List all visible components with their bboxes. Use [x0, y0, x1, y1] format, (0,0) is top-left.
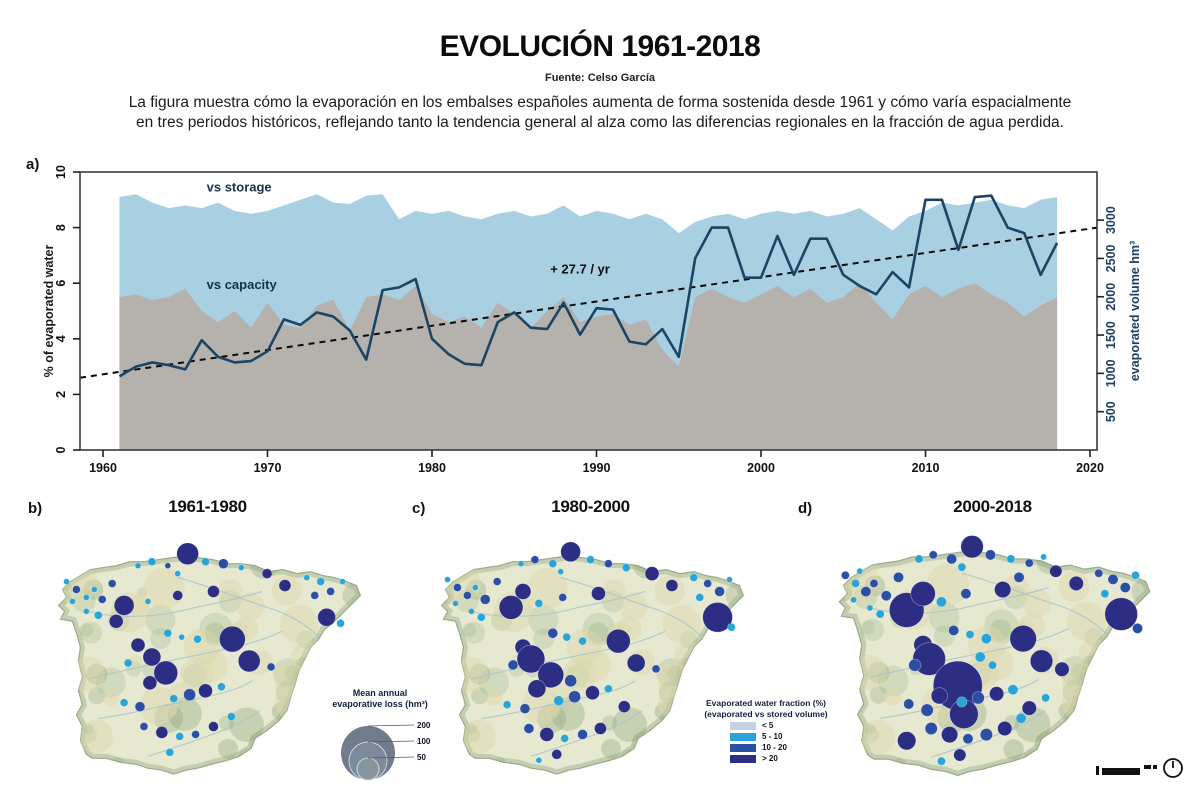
reservoir-bubble — [1108, 574, 1118, 584]
figure-description — [55, 93, 1145, 133]
reservoir-bubble — [857, 568, 863, 574]
reservoir-bubble — [704, 580, 712, 588]
y-right-axis-title: evaporated volume hm³ — [1128, 240, 1142, 382]
reservoir-bubble — [1069, 576, 1083, 590]
color-legend-row — [730, 743, 846, 752]
reservoir-bubble — [192, 730, 200, 738]
reservoir-bubble — [578, 729, 588, 739]
reservoir-bubble — [202, 558, 210, 566]
y-left-tick-label: 4 — [54, 335, 68, 343]
map-scale-and-compass — [1090, 748, 1190, 793]
reservoir-bubble — [728, 623, 736, 631]
reservoir-bubble — [135, 702, 145, 712]
y-left-tick-label: 6 — [54, 279, 68, 287]
reservoir-bubble — [1132, 623, 1142, 633]
reservoir-bubble — [472, 585, 478, 591]
reservoir-bubble — [72, 586, 80, 594]
reservoir-bubble — [594, 723, 606, 735]
reservoir-bubble — [279, 580, 291, 592]
x-tick-label: 2000 — [747, 461, 775, 475]
reservoir-bubble — [715, 587, 725, 597]
reservoir-bubble — [520, 704, 530, 714]
reservoir-bubble — [586, 686, 600, 700]
reservoir-bubble — [140, 723, 148, 731]
size-legend-value: 50 — [417, 753, 426, 762]
color-legend-title-1: Evaporated water fraction (%) — [706, 698, 826, 708]
y-left-tick-label: 2 — [54, 390, 68, 398]
reservoir-bubble — [645, 567, 659, 581]
reservoir-bubble — [563, 633, 571, 641]
y-right-tick-label: 1000 — [1104, 359, 1118, 388]
reservoir-bubble — [988, 661, 996, 669]
reservoir-bubble — [208, 722, 218, 732]
reservoir-bubble — [148, 558, 156, 566]
reservoir-bubble — [154, 661, 178, 685]
reservoir-bubble — [1105, 598, 1138, 631]
reservoir-bubble — [503, 701, 511, 709]
reservoir-bubble — [1101, 590, 1109, 598]
reservoir-bubble — [536, 757, 542, 763]
reservoir-bubble — [921, 704, 933, 716]
reservoir-bubble — [911, 581, 936, 606]
reservoir-bubble — [131, 638, 145, 652]
reservoir-bubble — [164, 629, 172, 637]
reservoir-bubble — [998, 721, 1012, 735]
reservoir-bubble — [587, 556, 595, 564]
map-title-1980-2000: 1980-2000 — [551, 497, 630, 516]
y-right-tick-label: 1500 — [1104, 321, 1118, 349]
reservoir-bubble — [535, 599, 543, 607]
reservoir-bubble — [936, 597, 946, 607]
reservoir-bubble — [327, 588, 335, 596]
reservoir-bubble — [852, 579, 860, 587]
reservoir-bubble — [194, 635, 202, 643]
reservoir-bubble — [166, 748, 174, 756]
color-legend-label: 5 - 10 — [762, 732, 783, 742]
size-legend-title-1: Mean annual — [352, 688, 408, 698]
reservoir-bubble — [208, 586, 220, 598]
color-legend-swatch — [730, 733, 756, 741]
reservoir-bubble — [981, 634, 991, 644]
reservoir-bubble — [540, 728, 554, 742]
reservoir-bubble — [915, 555, 923, 563]
reservoir-bubble — [1007, 555, 1015, 563]
panel-label-c: c) — [412, 500, 426, 517]
evaporation-timeseries-chart — [42, 160, 1155, 490]
reservoir-bubble — [1022, 701, 1036, 715]
size-legend-value: 200 — [417, 721, 431, 730]
reservoir-bubble — [1095, 569, 1103, 577]
reservoir-bubble — [1016, 713, 1026, 723]
reservoir-bubble — [515, 584, 531, 600]
y-right-tick-label: 2500 — [1104, 244, 1118, 273]
reservoir-bubble — [238, 565, 244, 571]
x-tick-label: 1990 — [582, 461, 611, 475]
reservoir-bubble — [898, 732, 916, 750]
reservoir-bubble — [549, 560, 557, 568]
size-legend-circle — [357, 758, 379, 780]
reservoir-bubble — [493, 578, 501, 586]
reservoir-bubble — [690, 574, 698, 582]
reservoir-bubble — [340, 579, 346, 585]
reservoir-bubble — [980, 729, 992, 741]
reservoir-bubble — [1050, 565, 1062, 577]
reservoir-bubble — [124, 659, 132, 667]
reservoir-bubble — [989, 687, 1003, 701]
reservoir-bubble — [1010, 625, 1037, 652]
y-left-tick-label: 0 — [54, 446, 68, 454]
y-left-tick-label: 8 — [54, 224, 68, 232]
reservoir-bubble — [841, 571, 849, 579]
reservoir-bubble — [947, 554, 957, 564]
reservoir-bubble — [579, 637, 587, 645]
reservoir-bubble — [652, 665, 660, 673]
reservoir-bubble — [606, 629, 630, 653]
reservoir-bubble — [179, 634, 185, 640]
color-legend-label: < 5 — [762, 721, 774, 731]
color-legend-swatch — [730, 722, 756, 730]
reservoir-bubble — [184, 689, 196, 701]
reservoir-bubble — [909, 659, 921, 671]
reservoir-bubble — [861, 587, 871, 597]
x-tick-label: 2020 — [1076, 461, 1104, 475]
reservoir-bubble — [165, 563, 171, 569]
reservoir-bubble — [262, 569, 272, 579]
reservoir-bubble — [518, 561, 524, 567]
reservoir-bubble — [1014, 572, 1024, 582]
reservoir-bubble — [1025, 559, 1033, 567]
reservoir-bubble — [1055, 662, 1069, 676]
reservoir-bubble — [961, 589, 971, 599]
reservoir-bubble — [304, 575, 310, 581]
reservoir-bubble — [954, 749, 966, 761]
reservoir-bubble — [120, 699, 128, 707]
reservoir-bubble — [1030, 650, 1052, 672]
reservoir-bubble — [554, 696, 564, 706]
reservoir-bubble — [463, 591, 471, 599]
reservoir-bubble — [867, 605, 873, 611]
reservoir-bubble — [143, 648, 161, 666]
capacity-band-label: vs capacity — [206, 276, 277, 292]
reservoir-bubble — [558, 569, 564, 575]
reservoir-bubble — [925, 722, 937, 734]
reservoir-bubble — [851, 597, 857, 603]
x-tick-label: 1970 — [253, 461, 282, 475]
reservoir-bubble — [622, 564, 630, 572]
y-right-tick-label: 500 — [1104, 401, 1118, 423]
reservoir-bubble — [499, 595, 523, 619]
reservoir-bubble — [963, 734, 973, 744]
reservoir-bubble — [453, 584, 461, 592]
reservoir-bubble — [966, 630, 974, 638]
reservoir-bubble — [135, 563, 141, 569]
map-title-2000-2018: 2000-2018 — [953, 497, 1032, 516]
reservoir-bubble — [904, 699, 914, 709]
reservoir-bubble — [727, 577, 733, 583]
reservoir-bubble — [931, 688, 947, 704]
reservoir-bubble — [452, 600, 458, 606]
reservoir-bubble — [972, 692, 984, 704]
trend-rate-label: + 27.7 / yr — [550, 261, 610, 277]
panel-label-d: d) — [798, 500, 813, 517]
reservoir-bubble — [985, 550, 995, 560]
reservoir-bubble — [109, 614, 123, 628]
reservoir-bubble — [170, 695, 178, 703]
reservoir-bubble — [591, 587, 605, 601]
color-legend-swatch — [730, 755, 756, 763]
reservoir-bubble — [317, 578, 325, 586]
reservoir-bubble — [477, 613, 485, 621]
reservoir-bubble — [217, 683, 225, 691]
reservoir-bubble — [524, 724, 534, 734]
color-legend-title-2: (evaporated vs stored volume) — [704, 708, 828, 719]
reservoir-bubble — [219, 626, 245, 652]
reservoir-bubble — [957, 697, 967, 707]
reservoir-bubble — [176, 732, 184, 740]
reservoir-bubble — [114, 595, 134, 615]
description-line-1: La figura muestra cómo la evaporación en los embalses españoles aumenta de forma sostenida desde 1961 y cómo varía espacialmente — [128, 94, 1072, 111]
color-legend-row — [730, 732, 846, 741]
reservoir-bubble — [531, 556, 539, 564]
y-left-axis-title: % of evaporated water — [42, 244, 56, 378]
reservoir-bubble — [559, 593, 567, 601]
color-legend-swatch — [730, 744, 756, 752]
reservoir-bubble — [941, 726, 957, 742]
reservoir-bubble — [569, 691, 581, 703]
reservoir-bubble — [69, 598, 75, 604]
reservoir-bubble — [199, 684, 213, 698]
reservoir-bubble — [565, 675, 577, 687]
reservoir-bubble — [618, 701, 630, 713]
panel-label-a: a) — [26, 156, 40, 173]
reservoir-bubble — [893, 572, 903, 582]
y-right-tick-label: 3000 — [1104, 206, 1118, 235]
size-legend-value: 100 — [417, 737, 431, 746]
reservoir-bubble — [143, 676, 157, 690]
reservoir-bubble — [552, 749, 562, 759]
reservoir-bubble — [108, 580, 116, 588]
reservoir-bubble — [696, 593, 704, 601]
reservoir-bubble — [548, 628, 558, 638]
reservoir-bubble — [508, 660, 518, 670]
color-legend-label: > 20 — [762, 754, 778, 764]
reservoir-bubble — [98, 595, 106, 603]
reservoir-bubble — [949, 625, 959, 635]
color-legend-row — [730, 721, 846, 730]
reservoir-bubble — [83, 608, 89, 614]
reservoir-bubble — [995, 581, 1011, 597]
reservoir-bubble — [337, 619, 345, 627]
reservoir-bubble — [318, 608, 336, 626]
reservoir-bubble — [881, 591, 891, 601]
reservoir-bubble — [311, 591, 319, 599]
reservoir-bubble — [870, 579, 878, 587]
reservoir-bubble — [961, 535, 983, 557]
x-tick-label: 1960 — [89, 461, 117, 475]
reservoir-bubble — [604, 685, 612, 693]
reservoir-bubble — [1120, 582, 1130, 592]
x-tick-label: 2010 — [911, 461, 940, 475]
y-right-tick-label: 2000 — [1104, 282, 1118, 311]
reservoir-bubble — [1042, 694, 1050, 702]
bubble-color-legend — [686, 698, 846, 763]
map-title-1961-1980: 1961-1980 — [168, 497, 247, 516]
reservoir-bubble — [156, 727, 168, 739]
reservoir-bubble — [445, 577, 451, 583]
compass-icon — [1164, 759, 1182, 777]
reservoir-bubble — [975, 652, 985, 662]
page-title: EVOLUCIÓN 1961-2018 — [439, 30, 761, 63]
reservoir-bubble — [1131, 571, 1139, 579]
reservoir-bubble — [238, 650, 260, 672]
description-line-2: en tres periodos históricos, reflejando tanto la tendencia general al alza como las diferencias regionales en la fracción de agua perdida. — [136, 113, 1064, 131]
reservoir-bubble — [468, 608, 474, 614]
reservoir-bubble — [627, 654, 645, 672]
reservoir-bubble — [267, 663, 275, 671]
reservoir-bubble — [175, 571, 181, 577]
reservoir-bubble — [528, 680, 546, 698]
reservoir-bubble — [173, 590, 183, 600]
reservoir-bubble — [1041, 554, 1047, 560]
x-tick-label: 1980 — [418, 461, 446, 475]
reservoir-bubble — [958, 563, 966, 571]
reservoir-bubble — [561, 542, 581, 562]
storage-band-label: vs storage — [206, 179, 272, 195]
reservoir-bubble — [91, 587, 97, 593]
source-credit: Fuente: Celso García — [544, 72, 656, 84]
reservoir-bubble — [64, 579, 70, 585]
reservoir-bubble — [218, 559, 228, 569]
panel-label-b: b) — [28, 500, 43, 517]
color-legend-label: 10 - 20 — [762, 743, 787, 753]
reservoir-bubble — [227, 713, 235, 721]
color-legend-row — [730, 754, 846, 763]
reservoir-bubble — [561, 734, 569, 742]
size-legend-title-2: evaporative loss (hm³) — [332, 699, 428, 709]
reservoir-bubble — [145, 598, 151, 604]
bubble-size-legend — [322, 684, 440, 794]
reservoir-bubble — [177, 543, 199, 565]
reservoir-bubble — [480, 594, 490, 604]
reservoir-bubble — [94, 611, 102, 619]
reservoir-bubble — [666, 580, 678, 592]
reservoir-bubble — [937, 757, 945, 765]
reservoir-bubble — [83, 594, 89, 600]
reservoir-bubble — [876, 610, 884, 618]
reservoir-bubble — [604, 560, 612, 568]
reservoir-bubble — [929, 551, 937, 559]
reservoir-bubble — [1008, 685, 1018, 695]
y-left-tick-label: 10 — [54, 165, 68, 179]
map-scale-bar — [1096, 765, 1157, 775]
